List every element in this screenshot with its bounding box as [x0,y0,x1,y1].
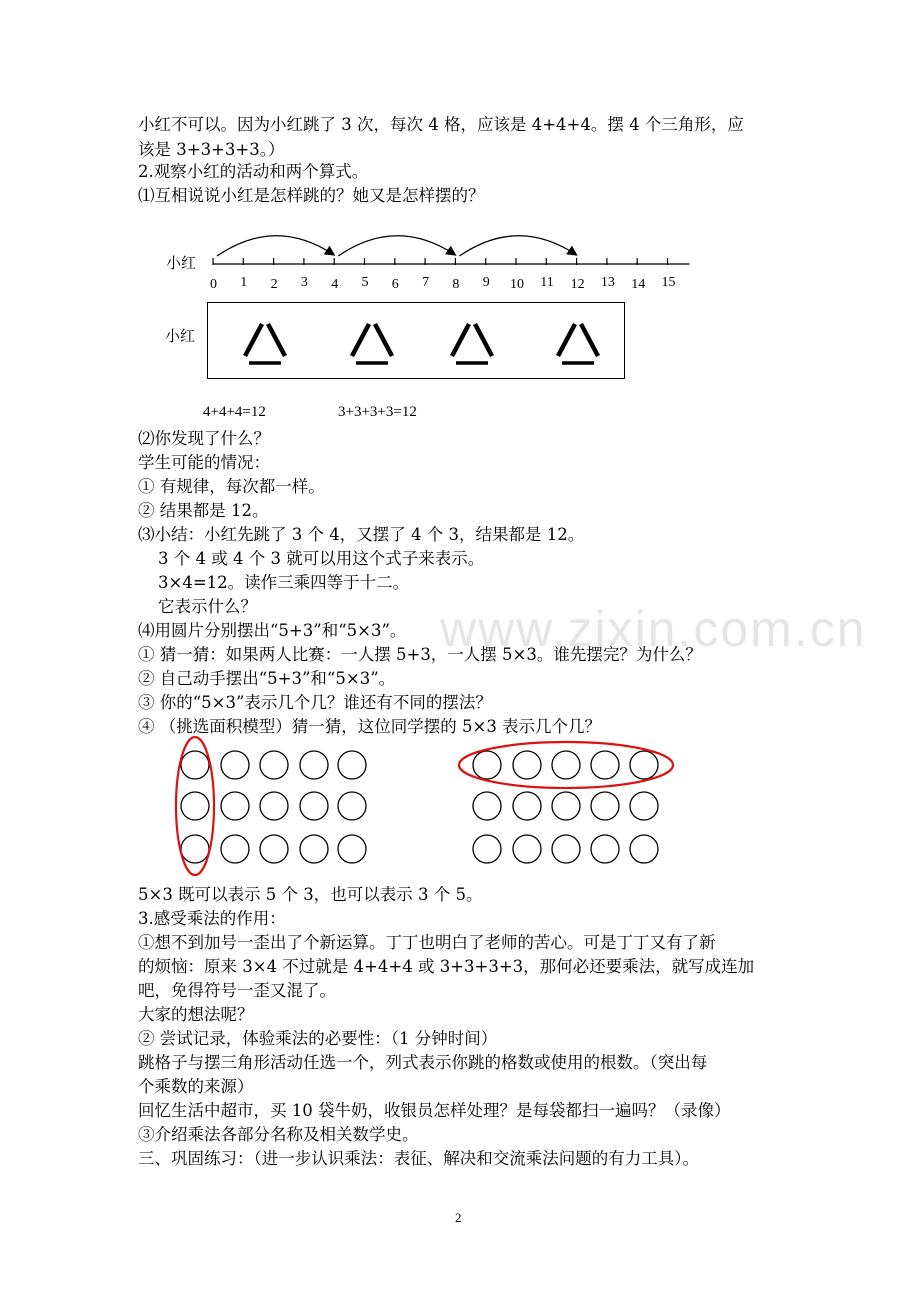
tick-label: 13 [600,275,615,290]
equation-jumps: 4+4+4=12 [203,404,266,420]
counter-circle [630,792,658,820]
paragraph-line: ⑶小结：小红先跳了 3 个 4，又摆了 4 个 3，结果都是 12。 [138,525,585,544]
paragraph-line: 个乘数的来源） [138,1077,254,1096]
counter-circle [221,835,249,863]
paragraph-line: 的烦恼：原来 3×4 不过就是 4+4+4 或 3+3+3+3，那何必还要乘法，就写成连加 [138,957,755,976]
column-highlight-ellipse [176,737,214,875]
paragraph-line: 它表示什么？ [158,597,257,616]
counter-circle [630,751,658,779]
paragraph-line: 5×3 既可以表示 5 个 3，也可以表示 3 个 5。 [138,885,483,904]
counter-circle [473,751,501,779]
page-number: 2 [455,1210,462,1225]
equation-triangles: 3+3+3+3=12 [338,404,417,420]
tick-label: 15 [661,275,676,290]
list-item: ③ 你的“5×3”表示几个几？谁还有不同的摆法？ [138,693,492,712]
paragraph-line: 小红不可以。因为小红跳了 3 次，每次 4 格，应该是 4+4+4。摆 4 个三角形，应 [138,115,744,134]
counter-circle [552,751,580,779]
counter-circle [552,835,580,863]
counter-circle [260,792,288,820]
paragraph-line: ⑵你发现了什么？ [138,429,270,448]
tick-label: 6 [391,277,399,292]
list-item: ③介绍乘法各部分名称及相关数学史。 [138,1125,419,1144]
counter-circle [513,792,541,820]
paragraph-line: ⑷用圆片分别摆出“5+3”和“5×3”。 [138,621,407,640]
tick-label: 2 [270,277,278,292]
section-heading: 三、巩固练习：（进一步认识乘法：表征、解决和交流乘法问题的有力工具）。 [138,1149,699,1168]
counter-circle [338,751,366,779]
counter-circle [300,751,328,779]
section-heading: 3.感受乘法的作用： [138,909,286,928]
counter-circle [591,792,619,820]
counter-circle [591,835,619,863]
counter-circle [181,751,209,779]
counter-circle [300,835,328,863]
counter-circle [630,835,658,863]
tick-label: 10 [510,277,524,292]
list-item: ② 尝试记录，体验乘法的必要性：（1 分钟时间） [138,1029,498,1048]
list-item: ① 猜一猜：如果两人比赛：一人摆 5+3，一人摆 5×3。谁先摆完？为什么？ [138,645,702,664]
paragraph-line: ⑴互相说说小红是怎样跳的？她又是怎样摆的？ [138,186,485,205]
counter-circle [338,792,366,820]
paragraph-line: 学生可能的情况： [138,453,270,472]
list-item: ④ （挑选面积模型）猜一猜，这位同学摆的 5×3 表示几个几？ [138,717,602,736]
tick-label: 8 [452,277,460,292]
paragraph-line: ①想不到加号一歪出了个新运算。丁丁也明白了老师的苦心。可是丁丁又有了新 [138,933,716,952]
counter-circle [513,751,541,779]
tick-label: 7 [422,275,430,290]
paragraph-line: 回忆生活中超市，买 10 袋牛奶，收银员怎样处理？是每袋都扫一遍吗？（录像） [138,1101,731,1120]
paragraph-line: 跳格子与摆三角形活动任选一个，列式表示你跳的格数或使用的根数。（突出每 [138,1053,708,1072]
tick-label: 1 [240,275,248,290]
counter-circle [260,835,288,863]
list-item: ① 有规律，每次都一样。 [138,477,325,496]
tick-label: 5 [361,275,369,290]
counter-circle [181,835,209,863]
triangles-label: 小红 [165,327,196,345]
counter-circle [591,751,619,779]
watermark: www.zixin.com.cn [440,601,867,657]
tick-label: 11 [540,275,554,290]
counter-circle [513,835,541,863]
counter-circle [221,792,249,820]
list-item: ② 结果都是 12。 [138,501,269,520]
counter-circle [473,792,501,820]
list-item: ② 自己动手摆出“5+3”和“5×3”。 [138,669,396,688]
tick-label: 3 [300,275,308,290]
counter-circle [338,835,366,863]
tick-label: 9 [482,275,490,290]
tick-label: 4 [331,277,339,292]
tick-label: 12 [570,277,585,292]
paragraph-line: 该是 3+3+3+3。） [138,140,285,159]
counter-circle [260,751,288,779]
counter-circle [552,792,580,820]
counter-circle [181,792,209,820]
paragraph-line: 大家的想法呢？ [138,1005,254,1024]
counter-circle [473,835,501,863]
row-highlight-ellipse [459,742,673,788]
numberline-label: 小红 [166,254,197,272]
counter-circle [300,792,328,820]
paragraph-line: 3 个 4 或 4 个 3 就可以用这个式子来表示。 [158,549,485,568]
paragraph-line: 3×4=12。读作三乘四等于十二。 [158,573,410,592]
paragraph-line: 吧，免得符号一歪又混了。 [138,981,336,1000]
counter-circle [221,751,249,779]
tick-label: 0 [210,277,217,292]
section-heading: 2.观察小红的活动和两个算式。 [138,162,369,181]
tick-label: 14 [631,277,646,292]
